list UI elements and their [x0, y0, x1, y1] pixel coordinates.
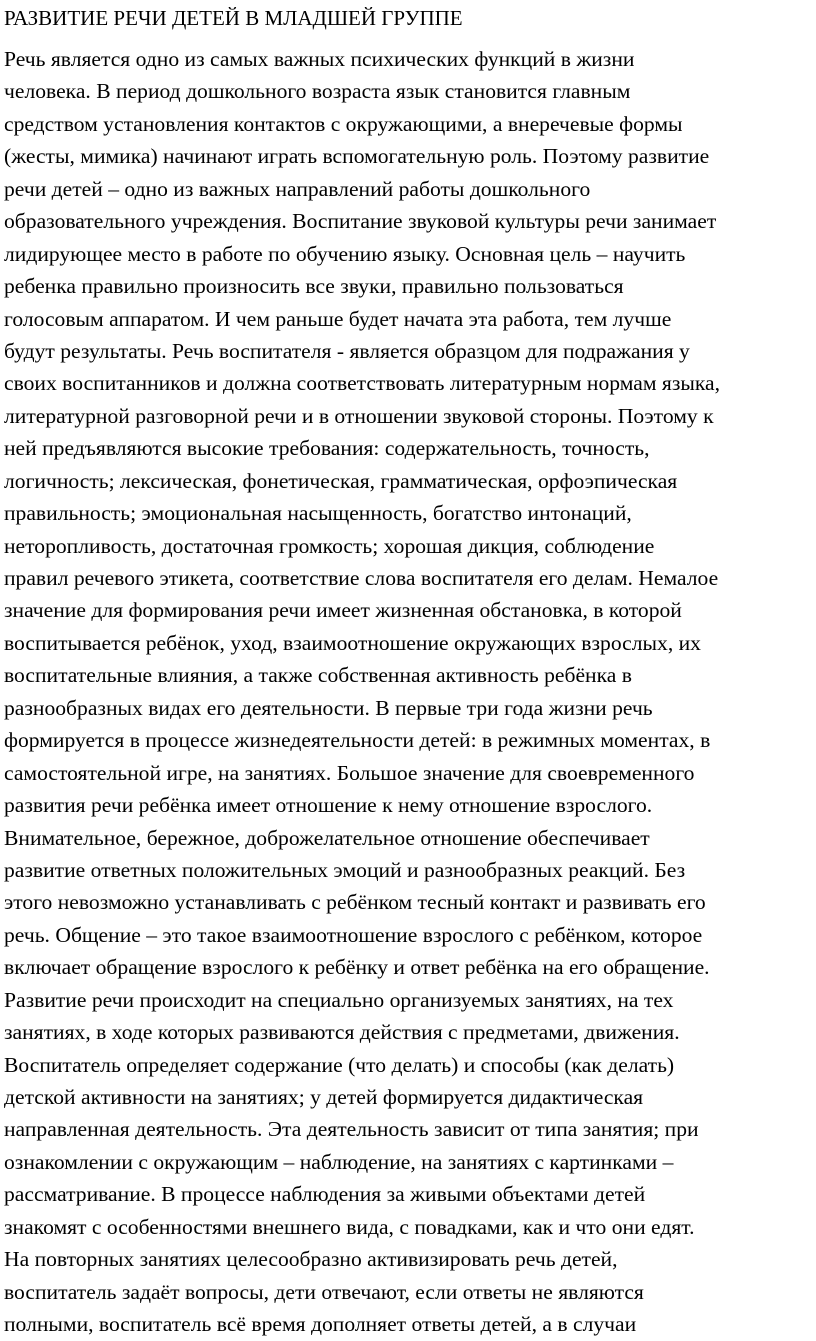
- text-line: Воспитатель определяет содержание (что делать) и способы (как делать): [4, 1052, 675, 1077]
- text-line: правильность; эмоциональная насыщенность, богатство интонаций,: [4, 501, 632, 526]
- text-line: лидирующее место в работе по обучению языку. Основная цель – научить: [4, 241, 686, 266]
- text-line: неторопливость, достаточная громкость; хорошая дикция, соблюдение: [4, 533, 655, 558]
- text-line: средством установления контактов с окружающими, а внеречевые формы: [4, 111, 683, 136]
- text-line: развития речи ребёнка имеет отношение к нему отношение взрослого.: [4, 793, 653, 818]
- text-line: воспитывается ребёнок, уход, взаимоотношение окружающих взрослых, их: [4, 630, 701, 655]
- text-line: своих воспитанников и должна соответствовать литературным нормам языка,: [4, 371, 721, 396]
- text-line: рассматривание. В процессе наблюдения за живыми объектами детей: [4, 1182, 646, 1207]
- document-body: [4, 43, 720, 1341]
- text-line: речи детей – одно из важных направлений работы дошкольного: [4, 176, 591, 201]
- text-line: (жесты, мимика) начинают играть вспомогательную роль. Поэтому развитие: [4, 144, 710, 169]
- text-line: будут результаты. Речь воспитателя - является образцом для подражания у: [4, 338, 690, 363]
- text-line: воспитатель задаёт вопросы, дети отвечают, если ответы не являются: [4, 1279, 644, 1304]
- text-line: разнообразных видах его деятельности. В первые три года жизни речь: [4, 695, 653, 720]
- text-line: самостоятельной игре, на занятиях. Большое значение для своевременного: [4, 760, 695, 785]
- text-line: речь. Общение – это такое взаимоотношение взрослого с ребёнком, которое: [4, 922, 703, 947]
- text-line: формируется в процессе жизнедеятельности детей: в режимных моментах, в: [4, 728, 711, 753]
- text-line: полными, воспитатель всё время дополняет ответы детей, а в случаи: [4, 1312, 637, 1337]
- text-line: ознакомлении с окружающим – наблюдение, на занятиях с картинками –: [4, 1149, 674, 1174]
- text-line: значение для формирования речи имеет жизненная обстановка, в которой: [4, 598, 682, 623]
- text-line: ней предъявляются высокие требования: содержательность, точность,: [4, 436, 650, 461]
- text-line: образовательного учреждения. Воспитание звуковой культуры речи занимает: [4, 209, 717, 234]
- document-title: РАЗВИТИЕ РЕЧИ ДЕТЕЙ В МЛАДШЕЙ ГРУППЕ: [4, 6, 463, 30]
- text-line: ребенка правильно произносить все звуки, правильно пользоваться: [4, 274, 624, 299]
- text-line: воспитательные влияния, а также собственная активность ребёнка в: [4, 663, 632, 688]
- text-line: голосовым аппаратом. И чем раньше будет начата эта работа, тем лучше: [4, 306, 672, 331]
- text-line: правил речевого этикета, соответствие слова воспитателя его делам. Немалое: [4, 566, 719, 590]
- text-line: направленная деятельность. Эта деятельность зависит от типа занятия; при: [4, 1117, 699, 1142]
- text-line: занятиях, в ходе которых развиваются действия с предметами, движения.: [4, 1020, 680, 1045]
- text-line: литературной разговорной речи и в отношении звуковой стороны. Поэтому к: [4, 403, 714, 428]
- text-line: Внимательное, бережное, доброжелательное отношение обеспечивает: [4, 825, 650, 850]
- text-line: логичность; лексическая, фонетическая, грамматическая, орфоэпическая: [4, 468, 678, 493]
- text-line: детской активности на занятиях; у детей формируется дидактическая: [4, 1085, 644, 1109]
- text-line: развитие ответных положительных эмоций и разнообразных реакций. Без: [4, 857, 686, 882]
- text-line: Развитие речи происходит на специально организуемых занятиях, на тех: [4, 987, 674, 1012]
- text-line: этого невозможно устанавливать с ребёнком тесный контакт и развивать его: [4, 890, 706, 915]
- text-line: На повторных занятиях целесообразно активизировать речь детей,: [4, 1247, 618, 1272]
- text-line: знакомят с особенностями внешнего вида, с повадками, как и что они едят.: [4, 1214, 695, 1239]
- text-line: включает обращение взрослого к ребёнку и ответ ребёнка на его обращение.: [4, 955, 710, 980]
- text-line: Речь является одно из самых важных психических функций в жизни: [4, 47, 635, 71]
- text-line: человека. В период дошкольного возраста язык становится главным: [4, 79, 631, 104]
